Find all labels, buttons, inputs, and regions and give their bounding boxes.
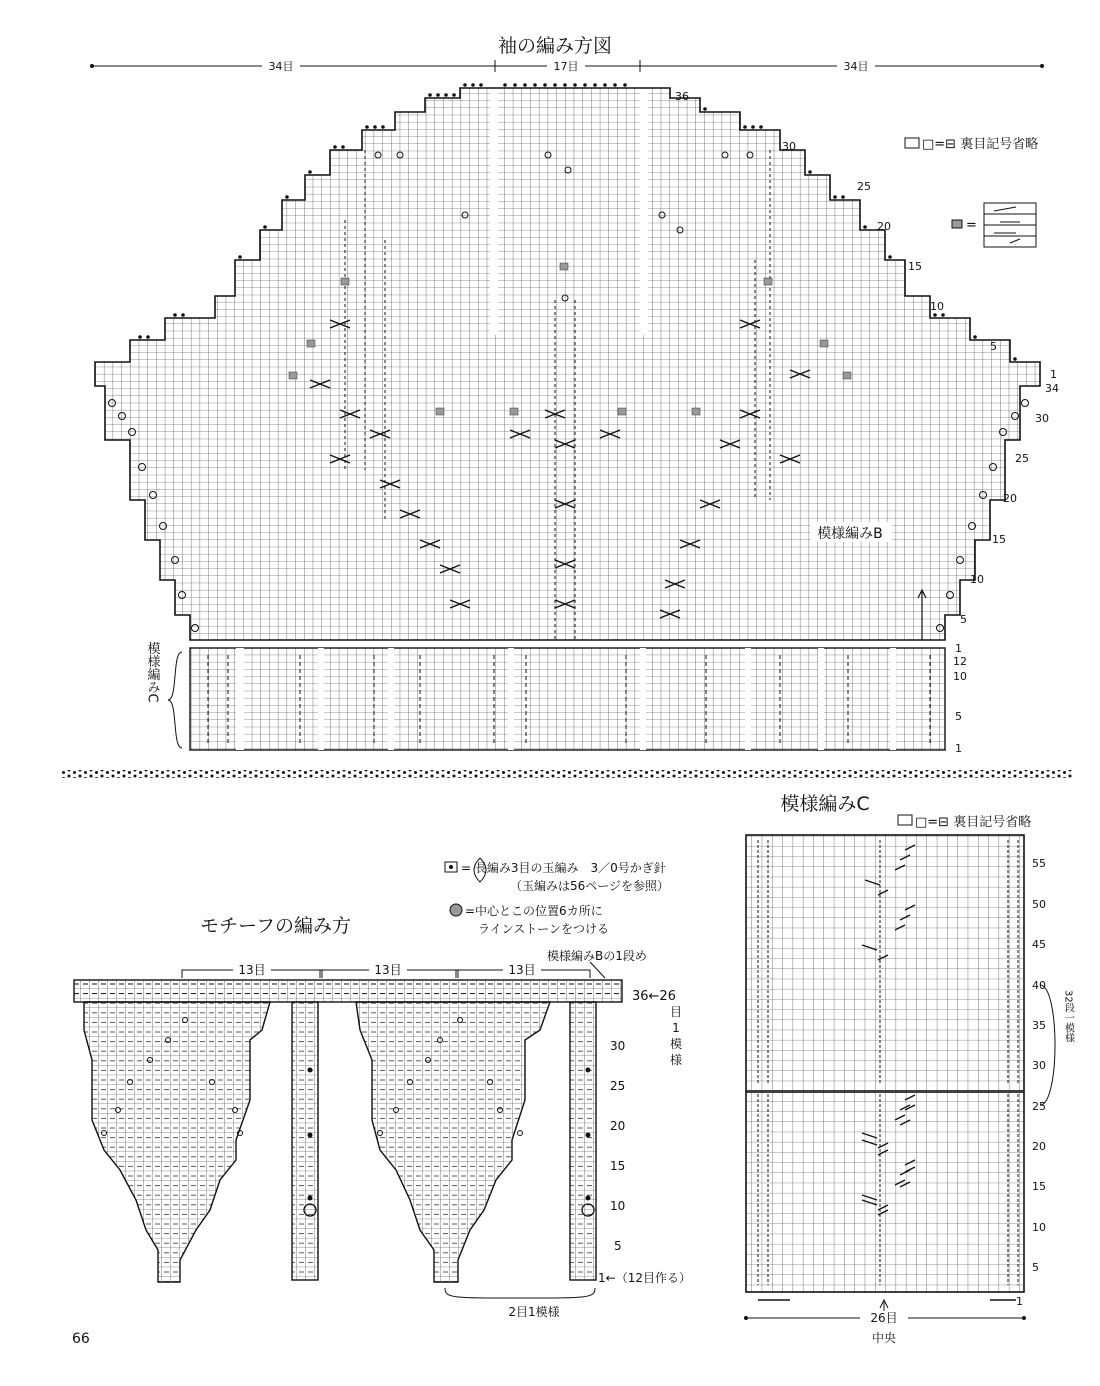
sleeve-width-dimension [90, 58, 1044, 73]
pc-row-55: 55 [1032, 857, 1046, 870]
row-10: 10 [930, 300, 944, 313]
page-number: 66 [72, 1331, 90, 1347]
width-label-center: 17目 [553, 60, 579, 73]
width-label-right: 34目 [843, 60, 869, 73]
sleeve-legend [905, 136, 1038, 247]
motif-row-20: 20 [610, 1119, 626, 1133]
row-5b: 5 [960, 613, 967, 626]
pattern-c-title: 模様編みC [780, 793, 870, 815]
pattern-c-repeat-note: 32段一模様 [1062, 990, 1074, 1043]
row-5: 5 [990, 340, 997, 353]
pc-row-15: 15 [1032, 1180, 1046, 1193]
pattern-c-vertical-label: 模様編みC [144, 641, 160, 703]
row-5c: 5 [955, 710, 962, 723]
motif-section-2: 13目 [374, 963, 402, 977]
row-36: 36 [675, 90, 689, 103]
motif-right-note: 36←26 [632, 989, 676, 1004]
row-12: 12 [953, 655, 967, 668]
sleeve-chart [90, 83, 1050, 750]
repeat-v-3: 様 [669, 1053, 683, 1067]
pc-row-40: 40 [1032, 979, 1046, 992]
repeat-v-2: 模 [669, 1037, 683, 1051]
legend-equal: = [966, 218, 977, 233]
width-label-left: 34目 [268, 60, 294, 73]
motif-title: モチーフの編み方 [200, 915, 352, 937]
pc-row-35: 35 [1032, 1019, 1046, 1032]
row-30b: 30 [1035, 412, 1049, 425]
pattern-c-width-label: 26目 [870, 1311, 898, 1325]
pc-row-45: 45 [1032, 938, 1046, 951]
row-1c: 1 [955, 742, 962, 755]
row-20b: 20 [1003, 492, 1017, 505]
pc-row-50: 50 [1032, 898, 1046, 911]
pc-row-10: 10 [1032, 1221, 1046, 1234]
pc-row-25: 25 [1032, 1100, 1046, 1113]
motif-repeat-label: 2目1模様 [508, 1305, 560, 1319]
pattern-b-label: 模様編みB [817, 526, 883, 542]
motif-row-30: 30 [610, 1039, 626, 1053]
repeat-v-1: 1 [672, 1021, 680, 1035]
bobble-legend-icon [984, 203, 1036, 247]
row-34: 34 [1045, 382, 1059, 395]
row-15b: 15 [992, 533, 1006, 546]
motif-row-15: 15 [610, 1159, 626, 1173]
motif-start-note: 1←（12目作る） [598, 1271, 691, 1285]
pattern-c-center-label: 中央 [871, 1331, 897, 1345]
sleeve-title: 袖の編み方図 [497, 35, 613, 57]
row-15: 15 [908, 260, 922, 273]
motif-section-1: 13目 [238, 963, 266, 977]
pc-row-1: 1 [1016, 1295, 1023, 1308]
ribbing-side-label [145, 641, 183, 748]
row-25b: 25 [1015, 452, 1029, 465]
motif-section-3: 13目 [508, 963, 536, 977]
row-20: 20 [877, 220, 891, 233]
row-10c: 10 [953, 670, 967, 683]
pattern-c-legend: □=⊟ 裏目記号省略 [915, 815, 1032, 830]
motif-row-5: 5 [614, 1239, 622, 1253]
row-1b: 1 [955, 642, 962, 655]
row-25: 25 [857, 180, 871, 193]
motif-first-row-note: 模様編みBの1段め [547, 949, 647, 963]
row-30: 30 [782, 140, 796, 153]
legend-purl-text: □=⊟ 裏目記号省略 [922, 137, 1039, 152]
motif-section [74, 858, 669, 1282]
motif-row-25: 25 [610, 1079, 626, 1093]
pc-row-30: 30 [1032, 1059, 1046, 1072]
legend-stone-1: =中心とこの位置6カ所に [465, 904, 603, 918]
pattern-c-grid-lower [746, 1092, 1024, 1292]
pattern-c-bottom [744, 1300, 1026, 1345]
legend-stone-2: ラインストーンをつける [478, 922, 610, 936]
legend-popcorn-1: = 長編み3目の玉編み 3／0号かぎ針 [461, 861, 666, 875]
motif-row-10: 10 [610, 1199, 626, 1213]
pc-row-5: 5 [1032, 1261, 1039, 1274]
row-1: 1 [1050, 368, 1057, 381]
repeat-v-0: 目 [669, 1005, 683, 1019]
section-separator [62, 770, 1072, 778]
legend-popcorn-2: （玉編みは56ページを参照） [510, 879, 670, 893]
pc-row-20: 20 [1032, 1140, 1046, 1153]
row-10b: 10 [970, 573, 984, 586]
